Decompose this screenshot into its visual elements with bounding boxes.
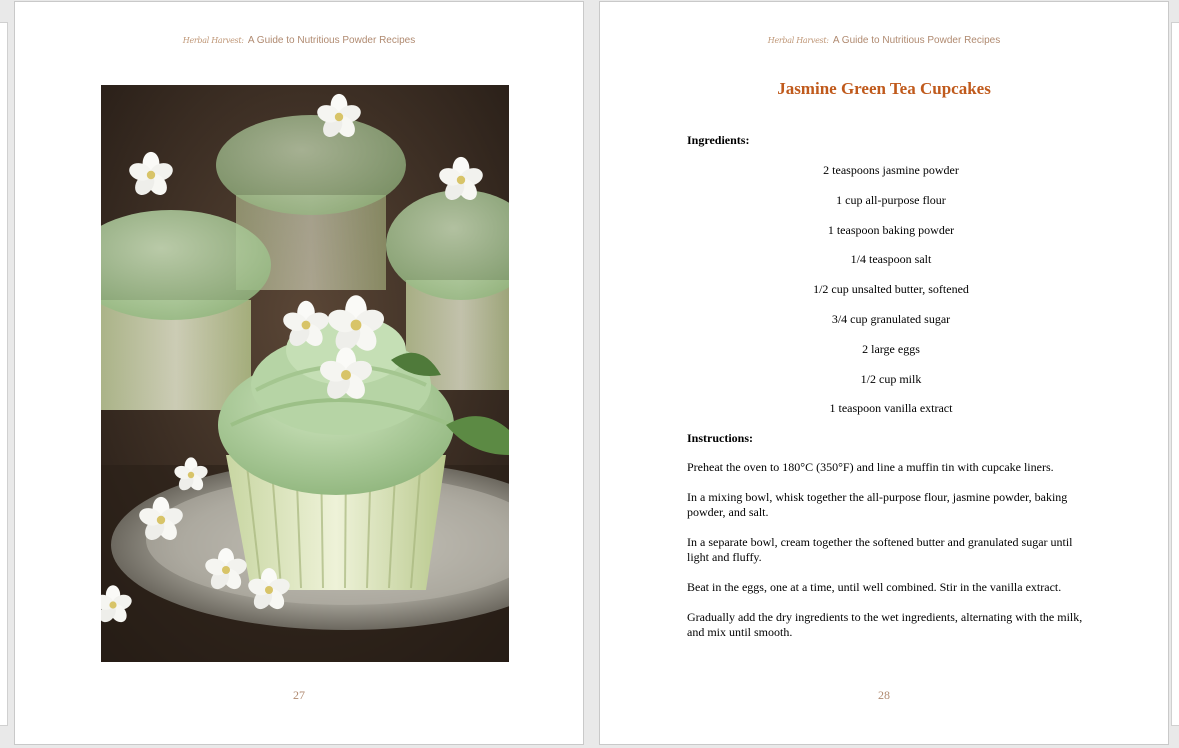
instructions-heading: Instructions: bbox=[687, 431, 754, 445]
page-number: 27 bbox=[293, 688, 305, 702]
ingredient-item: 1/2 cup unsalted butter, softened bbox=[813, 282, 969, 297]
ingredient-item: 2 large eggs bbox=[862, 341, 920, 356]
cupcake-photo bbox=[101, 85, 509, 662]
ingredient-item: 3/4 cup granulated sugar bbox=[831, 311, 951, 326]
ingredient-item: 1/4 teaspoon salt bbox=[850, 252, 932, 267]
previous-page-edge bbox=[0, 22, 8, 726]
page-header bbox=[600, 35, 1168, 46]
page-header bbox=[15, 35, 583, 46]
instruction-step: Beat in the eggs, one at a time, until well combined. Stir in the vanilla extract. bbox=[687, 580, 1062, 594]
page-27 bbox=[14, 1, 584, 745]
instruction-step: Preheat the oven to 180°C (350°F) and line a muffin tin with cupcake liners. bbox=[687, 460, 1054, 474]
header-title: A Guide to Nutritious Powder Recipes bbox=[832, 35, 1001, 46]
ingredient-item: 1/2 cup milk bbox=[860, 371, 922, 386]
header-script-text: Herbal Harvest: bbox=[182, 36, 244, 45]
ingredient-item: 2 teaspoons jasmine powder bbox=[823, 163, 959, 177]
header-title: A Guide to Nutritious Powder Recipes bbox=[247, 35, 416, 46]
page-number: 28 bbox=[878, 688, 890, 702]
page-28 bbox=[599, 1, 1169, 745]
ingredient-item: 1 cup all-purpose flour bbox=[836, 192, 946, 207]
ingredient-item: 1 teaspoon baking powder bbox=[827, 222, 955, 237]
header-script-text: Herbal Harvest: bbox=[767, 36, 829, 45]
instruction-step: In a separate bowl, cream together the softened butter and granulated sugar until light and fluffy. bbox=[687, 535, 1073, 564]
ingredients-list bbox=[687, 163, 1095, 431]
ingredient-item: 1 teaspoon vanilla extract bbox=[829, 401, 953, 416]
instruction-step: Gradually add the dry ingredients to the wet ingredients, alternating with the milk, and mix until smooth. bbox=[687, 610, 1083, 639]
instruction-step: In a mixing bowl, whisk together the all-purpose flour, jasmine powder, baking powder, and salt. bbox=[687, 490, 1068, 519]
recipe-title: Jasmine Green Tea Cupcakes bbox=[777, 79, 991, 98]
instructions-list bbox=[687, 460, 1087, 655]
ingredients-heading: Ingredients: bbox=[687, 133, 750, 147]
next-page-edge bbox=[1171, 22, 1179, 726]
